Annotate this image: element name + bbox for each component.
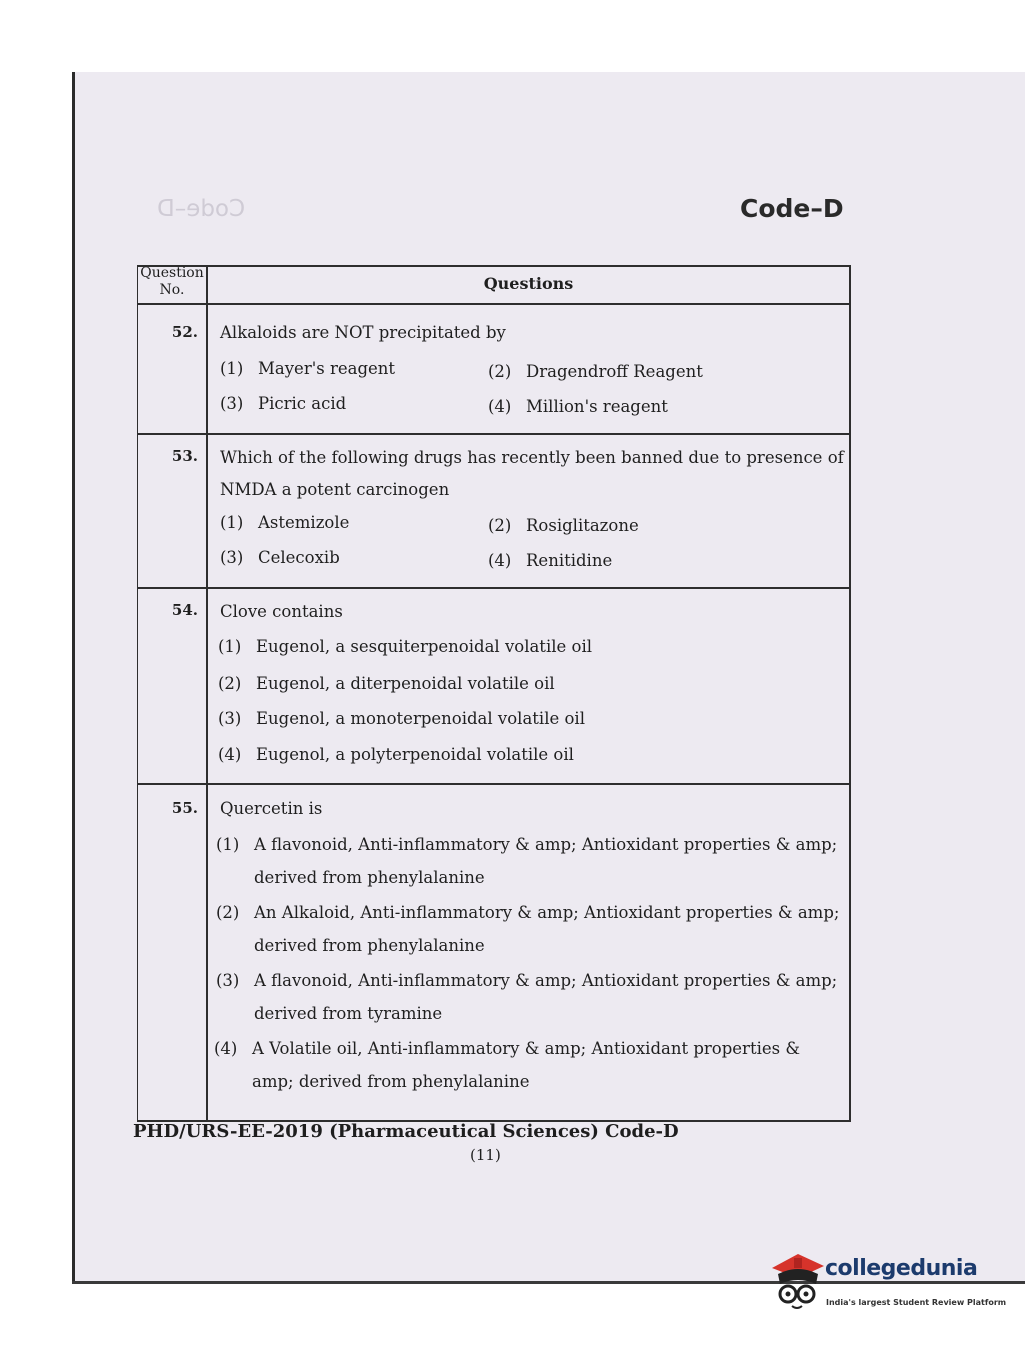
option-text: Dragendroff Reagent	[526, 362, 703, 381]
option-number: (1)	[220, 359, 244, 378]
option-text: An Alkaloid, Anti-inflammatory & amp; Antioxidant properties & amp; derived from phenylalanine	[254, 903, 840, 955]
option-text: A Volatile oil, Anti-inflammatory & amp; Antioxidant properties & amp; derived from phenylalanine	[252, 1039, 801, 1091]
option-text: Eugenol, a monoterpenoidal volatile oil	[256, 709, 585, 728]
row-divider	[138, 783, 849, 785]
option-number: (1)	[218, 637, 242, 656]
question-text: Quercetin is	[220, 799, 323, 818]
option-number: (4)	[488, 551, 512, 570]
page-number: (11)	[470, 1146, 501, 1164]
option-text: Celecoxib	[258, 548, 340, 567]
questions-header: Questions	[483, 274, 574, 293]
option-number: (3)	[220, 394, 244, 413]
option	[216, 828, 846, 894]
option	[488, 362, 703, 381]
questions-table	[137, 265, 851, 1122]
option	[216, 896, 846, 962]
option-text: Picric acid	[258, 394, 347, 413]
option-text: Eugenol, a sesquiterpenoidal volatile oil	[256, 637, 592, 656]
option-number: (3)	[216, 971, 240, 990]
option	[220, 359, 395, 378]
option	[218, 745, 574, 764]
option-number: (4)	[218, 745, 242, 764]
option	[220, 548, 340, 567]
option-text: Eugenol, a diterpenoidal volatile oil	[256, 674, 555, 693]
question-text: Alkaloids are NOT precipitated by	[220, 323, 506, 342]
question-number: 53.	[171, 447, 198, 465]
option-number: (4)	[214, 1039, 238, 1058]
question-number: 55.	[171, 799, 198, 817]
question-number: 54.	[171, 601, 198, 619]
row-divider	[138, 587, 849, 589]
option-number: (3)	[220, 548, 244, 567]
column-divider	[206, 267, 208, 1120]
question-no-header: Question No.	[140, 265, 204, 298]
option-text: Rosiglitazone	[526, 516, 639, 535]
bleed-through-code: Code–D	[157, 196, 246, 222]
option-number: (2)	[218, 674, 242, 693]
question-number: 52.	[171, 323, 198, 341]
option-text: Million's reagent	[526, 397, 668, 416]
option-number: (2)	[488, 362, 512, 381]
row-divider	[138, 433, 849, 435]
option-text: A flavonoid, Anti-inflammatory & amp; Antioxidant properties & amp; derived from phenylalanine	[254, 835, 838, 887]
option	[218, 709, 585, 728]
option	[216, 964, 846, 1030]
option-number: (2)	[216, 903, 240, 922]
option-text: Renitidine	[526, 551, 613, 570]
option	[214, 1032, 844, 1098]
option-text: Eugenol, a polyterpenoidal volatile oil	[256, 745, 574, 764]
question-text: Which of the following drugs has recently been banned due to presence of NMDA a potent carcinogen	[220, 448, 844, 499]
option	[220, 513, 349, 532]
option-number: (4)	[488, 397, 512, 416]
option-text: Mayer's reagent	[258, 359, 396, 378]
collegedunia-logo	[768, 1250, 1007, 1320]
option	[220, 394, 346, 413]
option-text: Astemizole	[258, 513, 350, 532]
option-number: (1)	[220, 513, 244, 532]
mascot-icon	[768, 1250, 824, 1312]
option	[488, 551, 612, 570]
option-text: A flavonoid, Anti-inflammatory & amp; Antioxidant properties & amp; derived from tyramine	[254, 971, 838, 1023]
question-text: Clove contains	[220, 602, 343, 621]
logo-tagline: India's largest Student Review Platform	[826, 1298, 1007, 1307]
table-header	[138, 267, 849, 305]
paper-code: Code–D	[740, 194, 844, 223]
option	[488, 397, 668, 416]
logo-wordmark: collegedunia	[825, 1256, 978, 1281]
option-number: (2)	[488, 516, 512, 535]
option-number: (1)	[216, 835, 240, 854]
footer-code: PHD/URS-EE-2019 (Pharmaceutical Sciences) Code-D	[133, 1121, 679, 1142]
option	[218, 674, 555, 693]
option	[218, 637, 592, 656]
option	[488, 516, 639, 535]
option-number: (3)	[218, 709, 242, 728]
